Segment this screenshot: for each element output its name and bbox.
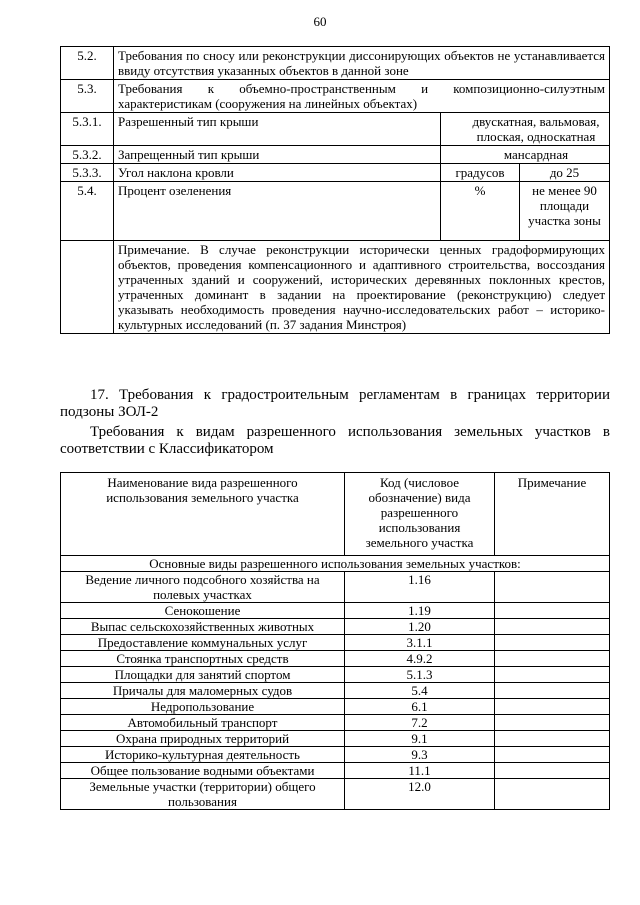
- table-row: [61, 572, 610, 603]
- row-label: Запрещенный тип крыши: [114, 146, 441, 164]
- group-row: [61, 556, 610, 572]
- row-number: 5.3.3.: [61, 164, 114, 182]
- land-use-name: Стоянка транспортных средств: [61, 651, 345, 667]
- row-value: не менее 90 площади участка зоны: [520, 182, 610, 241]
- land-use-code: 1.19: [345, 603, 495, 619]
- group-title: Основные виды разрешенного использования земельных участков:: [61, 556, 610, 572]
- row-text: Требования к объемно-пространственным и композиционно-силуэтным характеристикам (сооружения на линейных объектах): [114, 80, 610, 113]
- land-use-name: Предоставление коммунальных услуг: [61, 635, 345, 651]
- table-row: [61, 683, 610, 699]
- row-number-empty: [61, 241, 114, 334]
- land-use-code: 4.9.2: [345, 651, 495, 667]
- row-value: мансардная: [441, 146, 610, 164]
- land-use-note: [495, 683, 610, 699]
- land-use-name: Историко-культурная деятельность: [61, 747, 345, 763]
- table-row: [61, 667, 610, 683]
- table-row: [61, 603, 610, 619]
- header-name-text: Наименование вида разрешенного использования земельного участка: [106, 475, 299, 505]
- land-use-table: [60, 472, 610, 810]
- row-number: 5.4.: [61, 182, 114, 241]
- row-number: 5.3.1.: [61, 113, 114, 146]
- header-name: [61, 473, 345, 556]
- table-row: [61, 731, 610, 747]
- note-text: Примечание. В случае реконструкции исторически ценных градоформирующих объектов, проведения компенсационного и адаптивного строительства, воссоздания утраченных зданий и сооружений, исторических деревянных поклонных крестов, утраченных доминант в задании на проектирование (реконструкцию) следует указывать необходимость проведения научно-исследовательских работ – историко-культурных исследований (п. 37 задания Минстроя): [114, 241, 610, 334]
- table-row: [61, 635, 610, 651]
- land-use-name: Автомобильный транспорт: [61, 715, 345, 731]
- land-use-name: Площадки для занятий спортом: [61, 667, 345, 683]
- table-row: [61, 699, 610, 715]
- land-use-code: 3.1.1: [345, 635, 495, 651]
- land-use-name: Земельные участки (территории) общего пользования: [61, 779, 345, 810]
- land-use-note: [495, 572, 610, 603]
- table-row: [61, 715, 610, 731]
- land-use-name: Сенокошение: [61, 603, 345, 619]
- land-use-code: 7.2: [345, 715, 495, 731]
- land-use-name: Общее пользование водными объектами: [61, 763, 345, 779]
- land-use-code: 6.1: [345, 699, 495, 715]
- land-use-code: 9.3: [345, 747, 495, 763]
- row-label: Угол наклона кровли: [114, 164, 441, 182]
- land-use-rows: [61, 572, 610, 810]
- header-note: Примечание: [495, 473, 610, 556]
- table-row: [61, 747, 610, 763]
- land-use-code: 5.1.3: [345, 667, 495, 683]
- row-value: до 25: [520, 164, 610, 182]
- land-use-note: [495, 763, 610, 779]
- row-unit: %: [441, 182, 520, 241]
- row-label: Процент озеленения: [114, 182, 441, 241]
- page-number: 60: [313, 14, 327, 29]
- table-row: [61, 779, 610, 810]
- land-use-name: Ведение личного подсобного хозяйства на полевых участках: [61, 572, 345, 603]
- table-row: [61, 146, 610, 164]
- row-number: 5.2.: [61, 47, 114, 80]
- land-use-note: [495, 731, 610, 747]
- section-subheading: Требования к видам разрешенного использования земельных участков в соответствии с Классификатором: [60, 424, 610, 457]
- row-number: 5.3.: [61, 80, 114, 113]
- table-row: [61, 619, 610, 635]
- land-use-code: 9.1: [345, 731, 495, 747]
- land-use-code: 1.16: [345, 572, 495, 603]
- row-number: 5.3.2.: [61, 146, 114, 164]
- row-text: Требования по сносу или реконструкции диссонирующих объектов не устанавливается ввиду отсутствия указанных объектов в данной зоне: [114, 47, 610, 80]
- land-use-code: 11.1: [345, 763, 495, 779]
- land-use-name: Охрана природных территорий: [61, 731, 345, 747]
- land-use-name: Недропользование: [61, 699, 345, 715]
- land-use-note: [495, 699, 610, 715]
- header-code: [345, 473, 495, 556]
- row-value: двускатная, вальмовая, плоская, односкатная: [441, 113, 610, 146]
- row-label: Разрешенный тип крыши: [114, 113, 441, 146]
- table-header-row: [61, 473, 610, 556]
- land-use-note: [495, 635, 610, 651]
- table-row: [61, 651, 610, 667]
- header-code-text: Код (числовое обозначение) вида разрешенного использования земельного участка: [365, 475, 474, 550]
- land-use-name: Причалы для маломерных судов: [61, 683, 345, 699]
- table-row: [61, 241, 610, 334]
- land-use-note: [495, 651, 610, 667]
- table-row: [61, 182, 610, 241]
- table-row: [61, 113, 610, 146]
- land-use-note: [495, 603, 610, 619]
- row-unit: градусов: [441, 164, 520, 182]
- land-use-name: Выпас сельскохозяйственных животных: [61, 619, 345, 635]
- land-use-note: [495, 667, 610, 683]
- table-row: [61, 164, 610, 182]
- land-use-code: 1.20: [345, 619, 495, 635]
- land-use-note: [495, 747, 610, 763]
- table-row: [61, 80, 610, 113]
- land-use-code: 5.4: [345, 683, 495, 699]
- regulations-table: [60, 46, 610, 334]
- table-row: [61, 763, 610, 779]
- land-use-code: 12.0: [345, 779, 495, 810]
- land-use-note: [495, 715, 610, 731]
- land-use-note: [495, 619, 610, 635]
- land-use-note: [495, 779, 610, 810]
- table-row: [61, 47, 610, 80]
- section-heading: 17. Требования к градостроительным регламентам в границах территории подзоны ЗОЛ-2: [60, 387, 610, 420]
